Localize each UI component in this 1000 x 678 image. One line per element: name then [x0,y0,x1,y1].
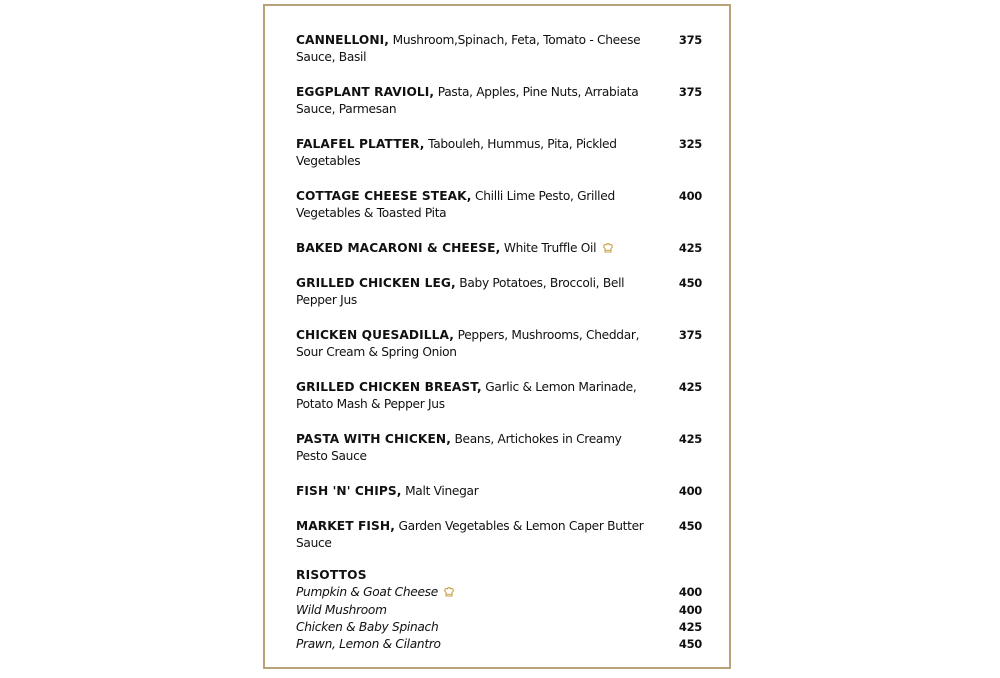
menu-item [296,136,706,188]
item-description: Mushroom,Spinach, Feta, Tomato - Cheese Sauce, Basil [296,33,641,64]
item-description: Garden Vegetables & Lemon Caper Butter Sauce [296,519,644,550]
menu-item [296,431,706,483]
risotto-item [296,636,706,653]
item-price: 450 [678,276,702,290]
item-description: Malt Vinegar [405,484,479,498]
item-price: 425 [678,380,702,394]
item-description: Garlic & Lemon Marinade, Potato Mash & Pepper Jus [296,380,637,411]
risotto-name: Prawn, Lemon & Cilantro [296,637,441,652]
risotto-name: Pumpkin & Goat Cheese [296,585,438,600]
menu-item [296,518,706,570]
item-name: COTTAGE CHEESE STEAK, [296,189,472,203]
item-price: 450 [678,519,702,533]
item-name: FALAFEL PLATTER, [296,137,425,151]
item-description: Peppers, Mushrooms, Cheddar, Sour Cream & Spring Onion [296,328,640,359]
item-description: Chilli Lime Pesto, Grilled Vegetables & Toasted Pita [296,189,615,220]
item-name: PASTA WITH CHICKEN, [296,432,451,446]
menu-items-list [296,32,706,570]
item-description: Pasta, Apples, Pine Nuts, Arrabiata Sauce, Parmesan [296,85,639,116]
risotto-name: Chicken & Baby Spinach [296,619,439,634]
risotto-item [296,619,706,636]
item-name: GRILLED CHICKEN LEG, [296,276,456,290]
item-name: BAKED MACARONI & CHEESE, [296,241,501,255]
menu-item [296,188,706,240]
menu-item [296,275,706,327]
risottos-heading: RISOTTOS [296,568,367,582]
item-description: Beans, Artichokes in Creamy Pesto Sauce [296,432,622,463]
menu-item [296,483,706,518]
risotto-item [296,584,706,601]
risotto-price: 450 [678,637,702,652]
item-description: Baby Potatoes, Broccoli, Bell Pepper Jus [296,276,625,307]
item-price: 325 [678,137,702,151]
item-price: 425 [678,241,702,255]
item-name: FISH 'N' CHIPS, [296,484,402,498]
item-name: GRILLED CHICKEN BREAST, [296,380,482,394]
item-description: Tabouleh, Hummus, Pita, Pickled Vegetables [296,137,617,168]
risotto-price: 425 [678,619,702,634]
menu-item [296,240,706,275]
menu-item [296,379,706,431]
item-price: 375 [678,328,702,342]
item-price: 375 [678,33,702,47]
risotto-price: 400 [678,585,702,600]
menu-item [296,84,706,136]
item-name: CHICKEN QUESADILLA, [296,328,454,342]
item-price: 400 [678,484,702,498]
item-description: White Truffle Oil [500,241,597,255]
item-name: CANNELLONI, [296,33,390,47]
item-name: MARKET FISH, [296,519,395,533]
item-price: 375 [678,85,702,99]
menu-item [296,32,706,84]
item-price: 425 [678,432,702,446]
risotto-price: 400 [678,602,702,617]
item-name: EGGPLANT RAVIOLI, [296,85,435,99]
chef-hat-icon [602,242,614,259]
item-price: 400 [678,189,702,203]
menu-item [296,327,706,379]
risotto-name: Wild Mushroom [296,602,387,617]
risotto-item [296,602,706,619]
risottos-section [296,567,706,653]
menu-card [263,4,731,669]
